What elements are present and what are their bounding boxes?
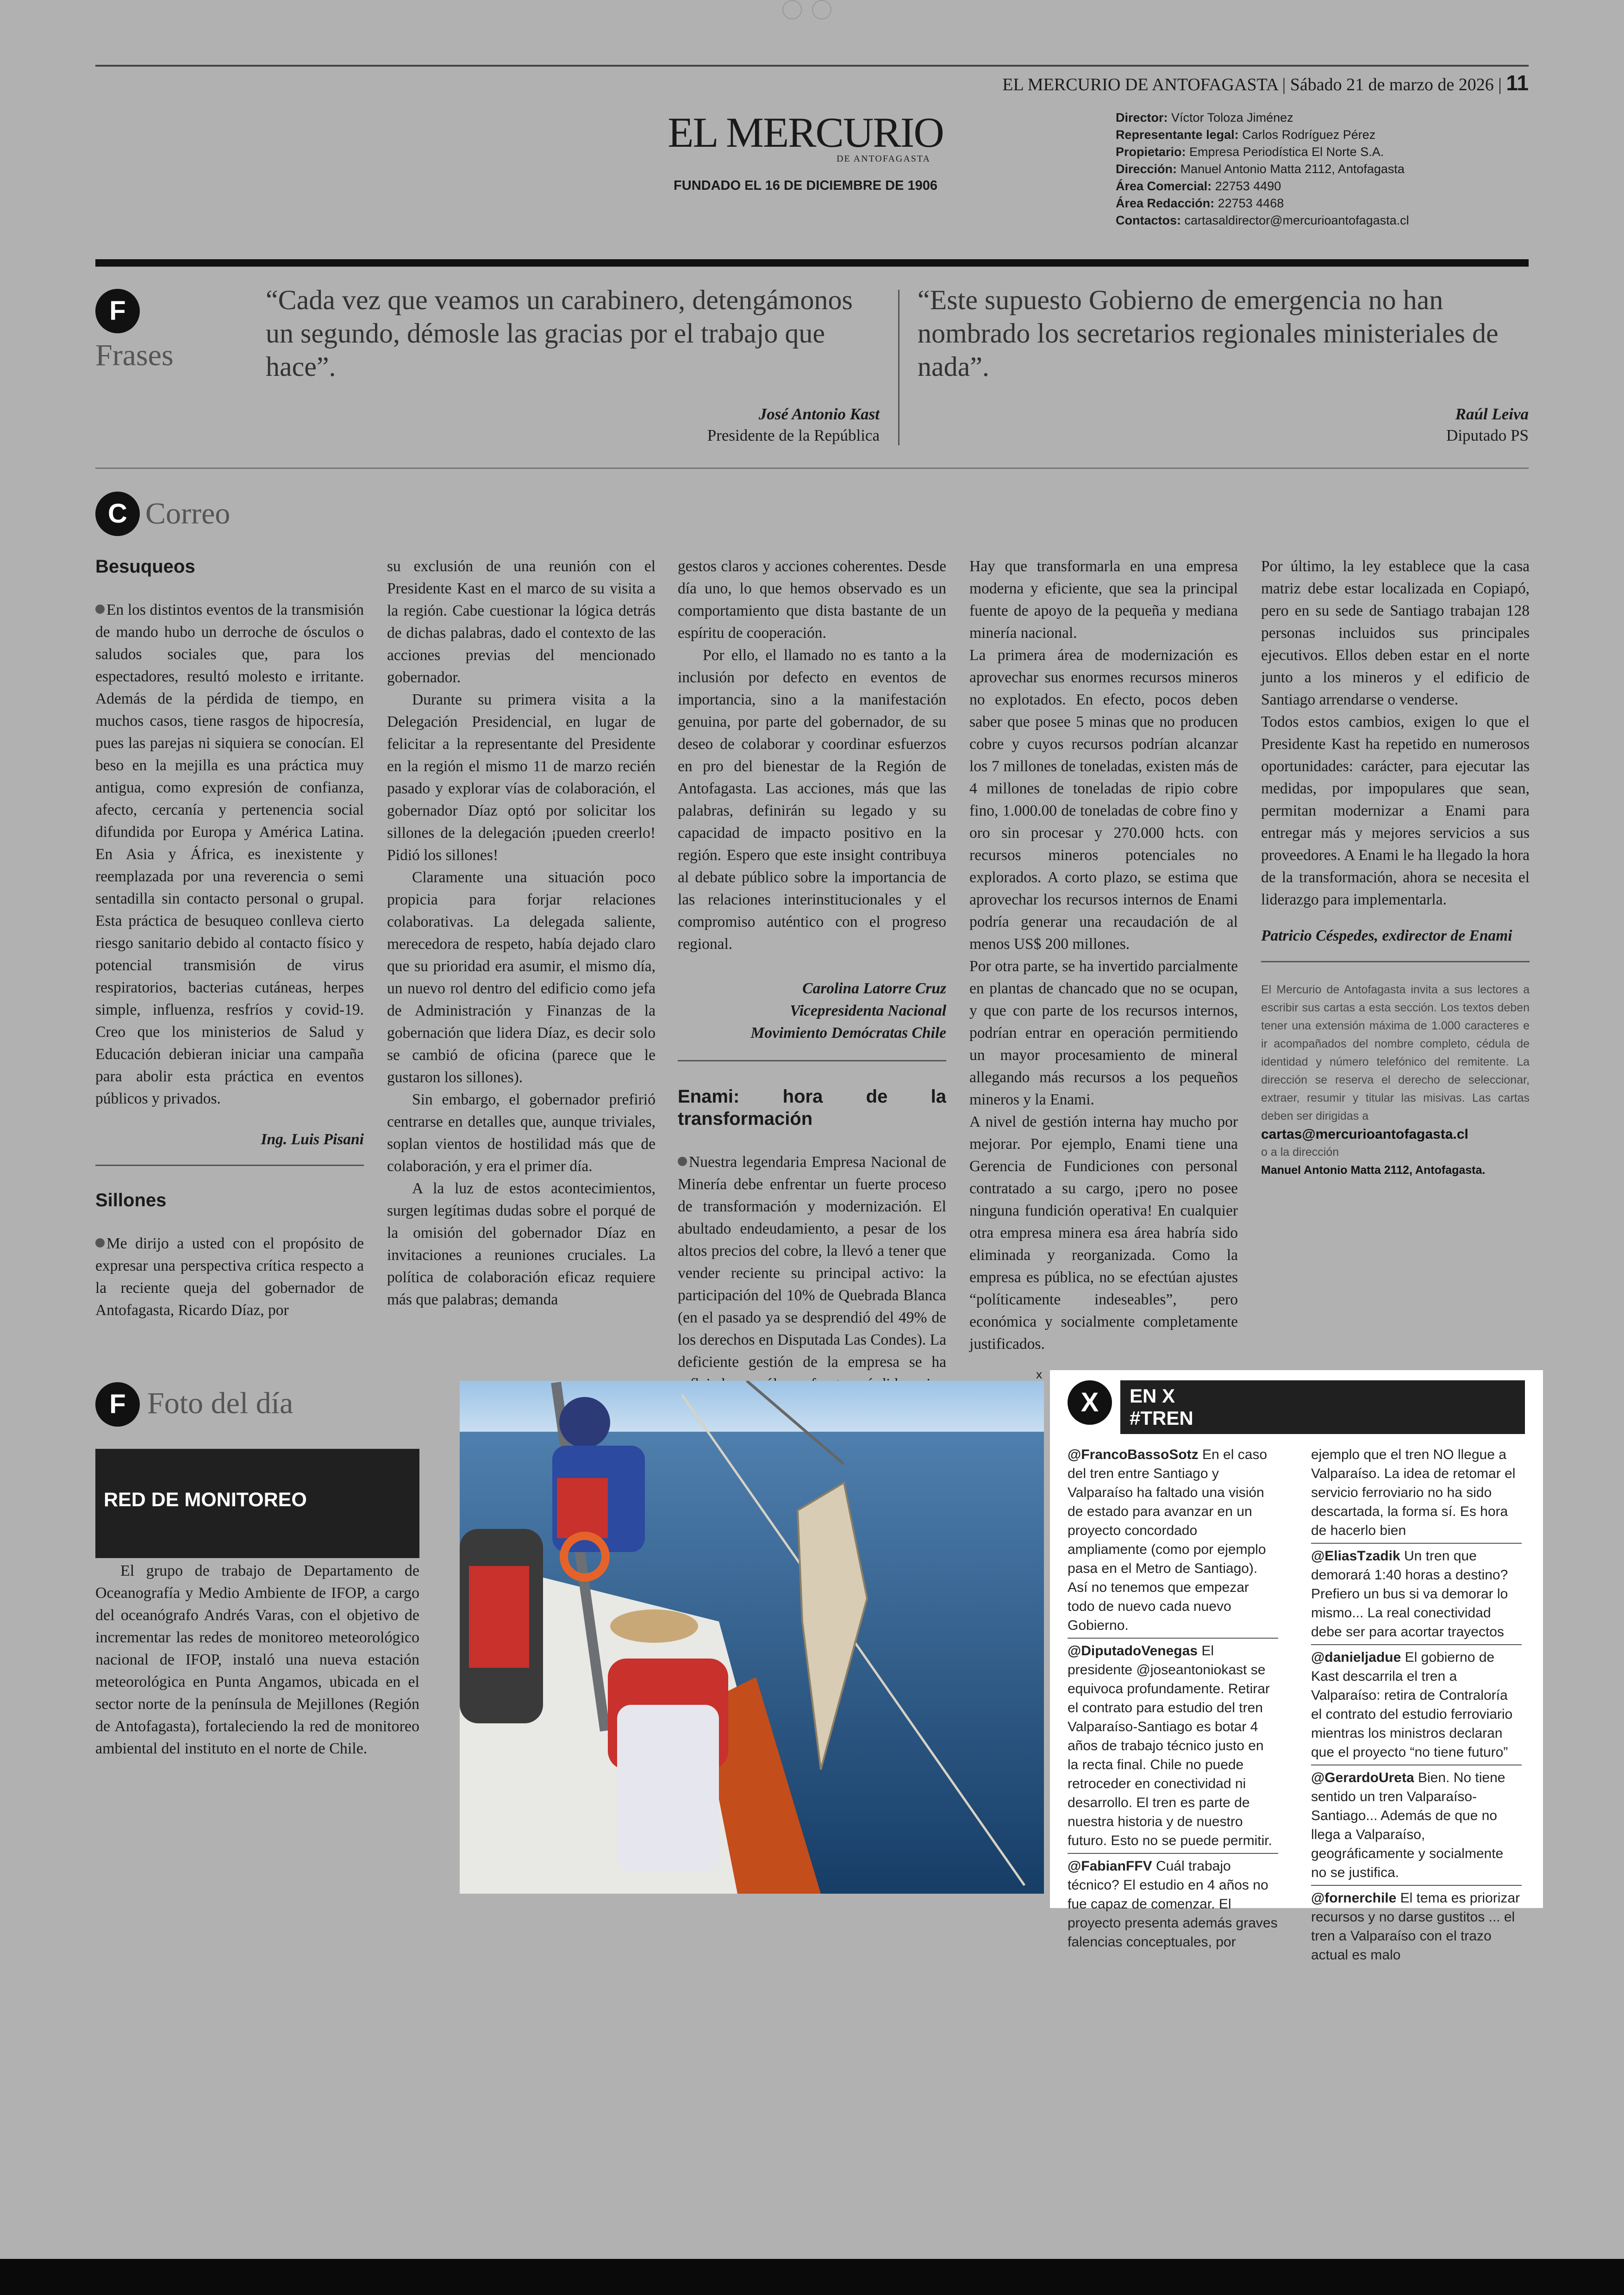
staff-label: Representante legal: (1116, 128, 1239, 142)
page-nav (782, 0, 847, 17)
letter-column-1 (95, 555, 364, 1322)
tweet-handle[interactable]: @FabianFFV (1068, 1858, 1152, 1874)
header-rule (95, 65, 1529, 67)
tweet-handle[interactable]: @DiputadoVenegas (1068, 1643, 1198, 1659)
quote-author: Raúl Leiva (1455, 405, 1529, 423)
letter-body: La primera área de modernización es aprovechar sus enormes recursos mineros no explotados. En efecto, pocos deben saber que posee 5 minas que no producen cobre y cuyos recursos podrían alcanzar los 7 millones de toneladas, existen más de 4 millones de toneladas de ripio cobre fino, 1.000.00 de toneladas de cobre fino y oro sin procesar y 270.000 hcts. con recursos mineros potenciales no explorados. A corto plazo, se estima que aprovechar los recursos internos de Enami podría generar una recaudación de al menos US$ 200 millones. (969, 647, 1238, 953)
letter-body: Sin embargo, el gobernador prefirió centrarse en detalles que, aunque triviales, soplan vientos de hostilidad más que de colaboración, y era el primer día. (387, 1091, 656, 1175)
letter-heading-sillones: Sillones (95, 1190, 167, 1210)
frases-rule (95, 468, 1529, 469)
tweet (1311, 1768, 1522, 1886)
letter-divider (678, 1060, 946, 1061)
staff-row (1116, 161, 1409, 178)
tweet-text: El tema es priorizar recursos y no darse gustitos ... el tren a Valparaíso con el trazo actual es malo (1311, 1890, 1520, 1963)
letter-body: gestos claros y acciones coherentes. Desde día uno, lo que hemos observado es un comportamiento que dista bastante de un espíritu de cooperación. (678, 558, 946, 642)
tweet-text: Cuál trabajo técnico? El estudio en 4 años no fue capaz de comenzar. El proyecto presenta además graves falencias conceptuales, por (1068, 1858, 1278, 1950)
tweet-text: ejemplo que el tren NO llegue a Valparaíso. La idea de retomar el servicio ferroviario no ha sido descartada, la forma sí. Es hora de hacerlo bien (1311, 1447, 1516, 1538)
quote-kast: “Cada vez que veamos un carabinero, detengámonos un segundo, démosle las gracias por el trabajo que hace”. (266, 285, 853, 382)
tweet-text: El gobierno de Kast descarrila el tren a Valparaíso: retira de Contraloría el contrato del estudio ferroviario mientras los ministros declaran que el proyecto “no tiene futuro” (1311, 1650, 1513, 1760)
quote-leiva-attribution (1157, 404, 1529, 446)
foto-box-title (95, 1449, 419, 1558)
frases-divider (898, 290, 899, 445)
letter-body: Nuestra legendaria Empresa Nacional de Minería debe enfrentar un fuerte proceso de transformación y modernización. El abultado endeudamiento, a pesar de los altos precios del cobre, la llevó a tener que vender reciente su principal activo: la participación del 10% de Quebrada Blanca (en el pasado ya se desprendió del 49% de los derechos en Disputada Las Condes). La deficiente gestión de la empresa se ha (678, 1154, 946, 1371)
tweet (1068, 1857, 1278, 1952)
staff-label: Director: (1116, 111, 1168, 125)
staff-value: Manuel Antonio Matta 2112, Antofagasta (1180, 162, 1405, 176)
header-date: Sábado 21 de marzo de 2026 (1290, 75, 1494, 94)
bullet-icon (95, 1238, 105, 1247)
en-x-title-line2: #TREN (1130, 1407, 1193, 1429)
en-x-title-box (1120, 1380, 1525, 1434)
staff-value: 22753 4490 (1215, 179, 1281, 193)
quote-kast-attribution (509, 404, 880, 446)
tweet-handle[interactable]: @GerardoUreta (1311, 1770, 1414, 1785)
staff-row (1116, 195, 1409, 212)
masthead-logo-sub: DE ANTOFAGASTA (837, 154, 931, 164)
letter-signature-role: Vicepresidenta Nacional (790, 1002, 946, 1019)
tweets-column-2 (1311, 1445, 1522, 1964)
staff-label: Área Redacción: (1116, 196, 1215, 210)
note-connector: o a la dirección (1261, 1146, 1339, 1159)
tweet (1311, 1889, 1522, 1964)
staff-value: Empresa Periodística El Norte S.A. (1189, 145, 1384, 159)
letter-body: Por otra parte, se ha invertido parcialmente en plantas de chancado que no se ocupan, y que con parte de los recursos internos, podrían entrar en operación permitiendo un mayor procesamiento de mineral allegando más recursos a los pequeños mineros y la Enami. (969, 958, 1238, 1108)
nav-prev-icon[interactable] (782, 0, 802, 19)
letters-note (1261, 981, 1530, 1179)
photo-close-icon[interactable]: x (1036, 1367, 1042, 1381)
tweet-text: El presidente @joseantoniokast se equivoca profundamente. Retirar el contrato para estudio del tren Valparaíso-Santiago es botar 4 años de trabajo técnico justo en la recta final. Chile no puede retroceder en conectividad ni desarrollo. El tren es parte de nuestra historia y de nuestro futuro. Esto no se puede permitir. (1068, 1643, 1272, 1848)
tweet-text: Bien. No tiene sentido un tren Valparaíso-Santiago... Además de que no llega a Valparaíso, geográficamente y socialmente no se justifica. (1311, 1770, 1505, 1880)
staff-label: Contactos: (1116, 213, 1181, 227)
foto-caption: El grupo de trabajo de Departamento de Oceanografía y Medio Ambiente de IFOP, a cargo del oceanógrafo Andrés Varas, con el objetivo de incrementar las redes de monitoreo meteorológico nacional de IFOP, instaló una nueva estación meteorológica en Punta Angamos, ubicada en el sector norte de la península de Mejillones (Región de Antofagasta), fortaleciendo la red de monitoreo ambiental del instituto en el norte de Chile. (95, 1562, 419, 1757)
staff-value[interactable]: cartasaldirector@mercurioantofagasta.cl (1184, 213, 1409, 227)
foto-image (460, 1381, 1044, 1894)
staff-label: Área Comercial: (1116, 179, 1212, 193)
staff-label: Dirección: (1116, 162, 1177, 176)
note-email[interactable]: cartas@mercurioantofagasta.cl (1261, 1127, 1468, 1142)
letter-body: Durante su primera visita a la Delegación Presidencial, en lugar de felicitar a la representante del Presidente en la región el mismo 11 de marzo recién pasado y explorar vías de colaboración, el gobernador Díaz optó por solicitar los sillones de la delegación ¡pueden creerlo! Pidió los sillones! (387, 691, 656, 864)
letter-signature-org: Movimiento Demócratas Chile (750, 1024, 946, 1041)
tweet (1068, 1641, 1278, 1854)
foto-badge: F (95, 1382, 140, 1427)
quote-author: José Antonio Kast (758, 405, 880, 423)
tweet (1068, 1445, 1278, 1639)
letter-column-3 (678, 555, 946, 1440)
quote-leiva: “Este supuesto Gobierno de emergencia no han nombrado los secretarios regionales ministeriales de nada”. (918, 285, 1499, 382)
letter-column-5 (1261, 555, 1530, 1179)
staff-row (1116, 212, 1409, 229)
tweet-handle[interactable]: @danieljadue (1311, 1650, 1401, 1665)
staff-row (1116, 143, 1409, 161)
tweet-text: Un tren que demorará 1:40 horas a destino? Prefiero un bus si va demorar lo mismo... La real conectividad debe ser para acortar trayectos (1311, 1548, 1508, 1640)
boat-scene-illustration (460, 1381, 1044, 1894)
nav-next-icon[interactable] (812, 0, 831, 19)
letter-body: En los distintos eventos de la transmisión de mando hubo un derroche de ósculos o saludos sociales que, para los espectadores, resultó molesto e irritante. Además de la pérdida de tiempo, en muchos casos, tiene rasgos de hipocresía, pues las parejas ni siquiera se conocían. El beso en la mejilla es una práctica muy antigua, como expresión de confianza, afecto, cercanía y pertenencia social difundida por Europa y América Latina. En Asia y África, es inexistente y reemplazada por una reverencia o semi sentadilla sin contacto personal o grupal. Esta práctica de besuqueo conlleva cierto riesgo sanitario debido al contacto físico y potencial transmisión de virus respiratorios, bacterias cutáneas, herpes simple, influenza, resfríos y covid-19. Creo que los ministerios de Salud y Educación debieran iniciar una campaña para abolir esta práctica en eventos públicos y privados. (95, 601, 364, 1107)
letter-divider (95, 1165, 364, 1166)
masthead (657, 111, 954, 193)
tweets-column-1 (1068, 1445, 1278, 1952)
tweet-handle[interactable]: @fornerchile (1311, 1890, 1397, 1906)
letter-signature: Ing. Luis Pisani (261, 1131, 364, 1148)
letter-body: Claramente una situación poco propicia para forjar relaciones colaborativas. La delegada saliente, merecedora de respeto, había dejado claro que su prioridad era asumir, el mismo día, un nuevo rol dentro del edificio como jefa de Administración y Finanzas de la gobernación que lidera Díaz, es decir solo se cambió de oficina (parece que le gustaron los sillones). (387, 869, 656, 1086)
letter-body: su exclusión de una reunión con el Presidente Kast en el marco de su visita a la región. Cabe cuestionar la lógica detrás de dichas palabras, dado el contexto de las acciones previas del mencionado gobernador. (387, 558, 656, 686)
masthead-founded: FUNDADO EL 16 DE DICIEMBRE DE 1906 (674, 178, 937, 193)
correo-title: Correo (145, 497, 231, 530)
en-x-panel (1050, 1370, 1543, 1963)
letter-divider (1261, 961, 1530, 962)
en-x-title-line1: EN X (1130, 1385, 1175, 1407)
bullet-icon (95, 605, 105, 614)
page-number: 11 (1506, 71, 1529, 95)
letter-body: Me dirijo a usted con el propósito de expresar una perspectiva crítica respecto a la reciente queja del gobernador de Antofagasta, Ricardo Díaz, por (95, 1235, 364, 1319)
staff-row (1116, 126, 1409, 143)
page-header: EL MERCURIO DE ANTOFAGASTA | Sábado 21 de marzo de 2026 | 11 (1002, 71, 1529, 95)
en-x-title (1130, 1385, 1193, 1429)
letter-heading-besuqueos: Besuqueos (95, 556, 195, 577)
frases-badge: F (95, 289, 140, 333)
foto-title: Foto del día (147, 1386, 294, 1420)
note-text: El Mercurio de Antofagasta invita a sus lectores a escribir sus cartas a esta sección. Los textos deben tener una extensión máxima de 1.000 caracteres e ir acompañados del nombre completo, cédula de identidad y número telefónico del remitente. La dirección se reserva el derecho de seleccionar, extraer, resumir y titular las misivas. Las cartas deben ser dirigidas a (1261, 983, 1530, 1123)
staff-row (1116, 178, 1409, 195)
tweet-handle[interactable]: @FrancoBassoSotz (1068, 1447, 1199, 1462)
bullet-icon (678, 1157, 687, 1166)
masthead-logo: EL MERCURIO (668, 109, 943, 156)
letter-signature: Patricio Céspedes, exdirector de Enami (1261, 927, 1512, 944)
en-x-badge: X (1068, 1380, 1112, 1425)
letter-body: A nivel de gestión interna hay mucho por mejorar. Por ejemplo, Enami tiene una Gerencia de Fundiciones con personal contratado a su cargo, ¡pero no posee ninguna fundición operativa! En cualquier otra empresa minera esa área habría sido eliminada y reorganizada. Como la empresa es pública, no se efectúan ajustes “políticamente indeseables”, pero económica y socialmente completamente justificados. (969, 1113, 1238, 1353)
tweet-text: En el caso del tren entre Santiago y Valparaíso ha faltado una visión de estado para avanzar en un proyecto concordado ampliamente (como por ejemplo pasa en el Metro de Santiago). Así no tenemos que empezar todo de nuevo cada nuevo Gobierno. (1068, 1447, 1268, 1633)
letter-body: A la luz de estos acontecimientos, surgen legítimas dudas sobre el porqué de la omisión del gobernador Díaz en invitaciones a reuniones cruciales. La política de colaboración eficaz requiere más que palabras; demanda (387, 1180, 656, 1308)
bottom-bar (0, 2259, 1624, 2295)
note-address: Manuel Antonio Matta 2112, Antofagasta. (1261, 1164, 1486, 1177)
tweet (1311, 1547, 1522, 1645)
correo-badge: C (95, 492, 140, 536)
quote-role: Diputado PS (1446, 426, 1529, 444)
letter-body: Hay que transformarla en una empresa moderna y eficiente, que sea la principal fuente de apoyo de la pequeña y mediana minería nacional. (969, 558, 1238, 642)
staff-value: Carlos Rodríguez Pérez (1242, 128, 1376, 142)
letter-signature: Carolina Latorre Cruz (802, 980, 946, 997)
masthead-thick-rule (95, 259, 1529, 267)
letter-column-2 (387, 555, 656, 1311)
letter-body: Por ello, el llamado no es tanto a la inclusión por defecto en eventos de importancia, sino a la manifestación genuina, por parte del gobernador, de su deseo de colaborar y coordinar esfuerzos en pro del bienestar de la Región de Antofagasta. Las acciones, más que las palabras, definirán su legado y su capacidad de impacto positivo en la región. Espero que este insight contribuya al debate público sobre la importancia de las relaciones interinstitucionales y el compromiso auténtico con el progreso regional. (678, 647, 946, 953)
staff-label: Propietario: (1116, 145, 1186, 159)
tweet (1311, 1648, 1522, 1765)
letter-column-4 (969, 555, 1238, 1355)
quote-role: Presidente de la República (707, 426, 880, 444)
tweet (1311, 1445, 1522, 1544)
frases-title: Frases (95, 338, 174, 372)
foto-box-label: RED DE MONITOREO (104, 1489, 307, 1511)
tweet-handle[interactable]: @EliasTzadik (1311, 1548, 1400, 1564)
header-publication: EL MERCURIO DE ANTOFAGASTA (1002, 75, 1278, 94)
staff-row (1116, 109, 1409, 126)
letter-body: Todos estos cambios, exigen lo que el Presidente Kast ha repetido en numerosos oportunidades: carácter, para ejecutar las medidas, por impopulares que sean, permitan modernizar a Enami para entregar más y mejores servicios a sus proveedores. A Enami le ha llegado la hora de la transformación, ahora se necesita el liderazgo para implementarla. (1261, 713, 1530, 908)
staff-value: 22753 4468 (1218, 196, 1284, 210)
staff-value: Víctor Toloza Jiménez (1171, 111, 1293, 125)
letter-heading-enami: Enami: hora de la transformación (678, 1086, 946, 1129)
letter-body: Por último, la ley establece que la casa matriz debe estar localizada en Copiapó, pero en su sede de Santiago trabajan 128 personas incluidos sus principales ejecutivos. Ellos deben estar en el norte junto a los mineros y el edificio de Santiago arrendarse o venderse. (1261, 558, 1530, 708)
staff-box (1116, 109, 1409, 229)
